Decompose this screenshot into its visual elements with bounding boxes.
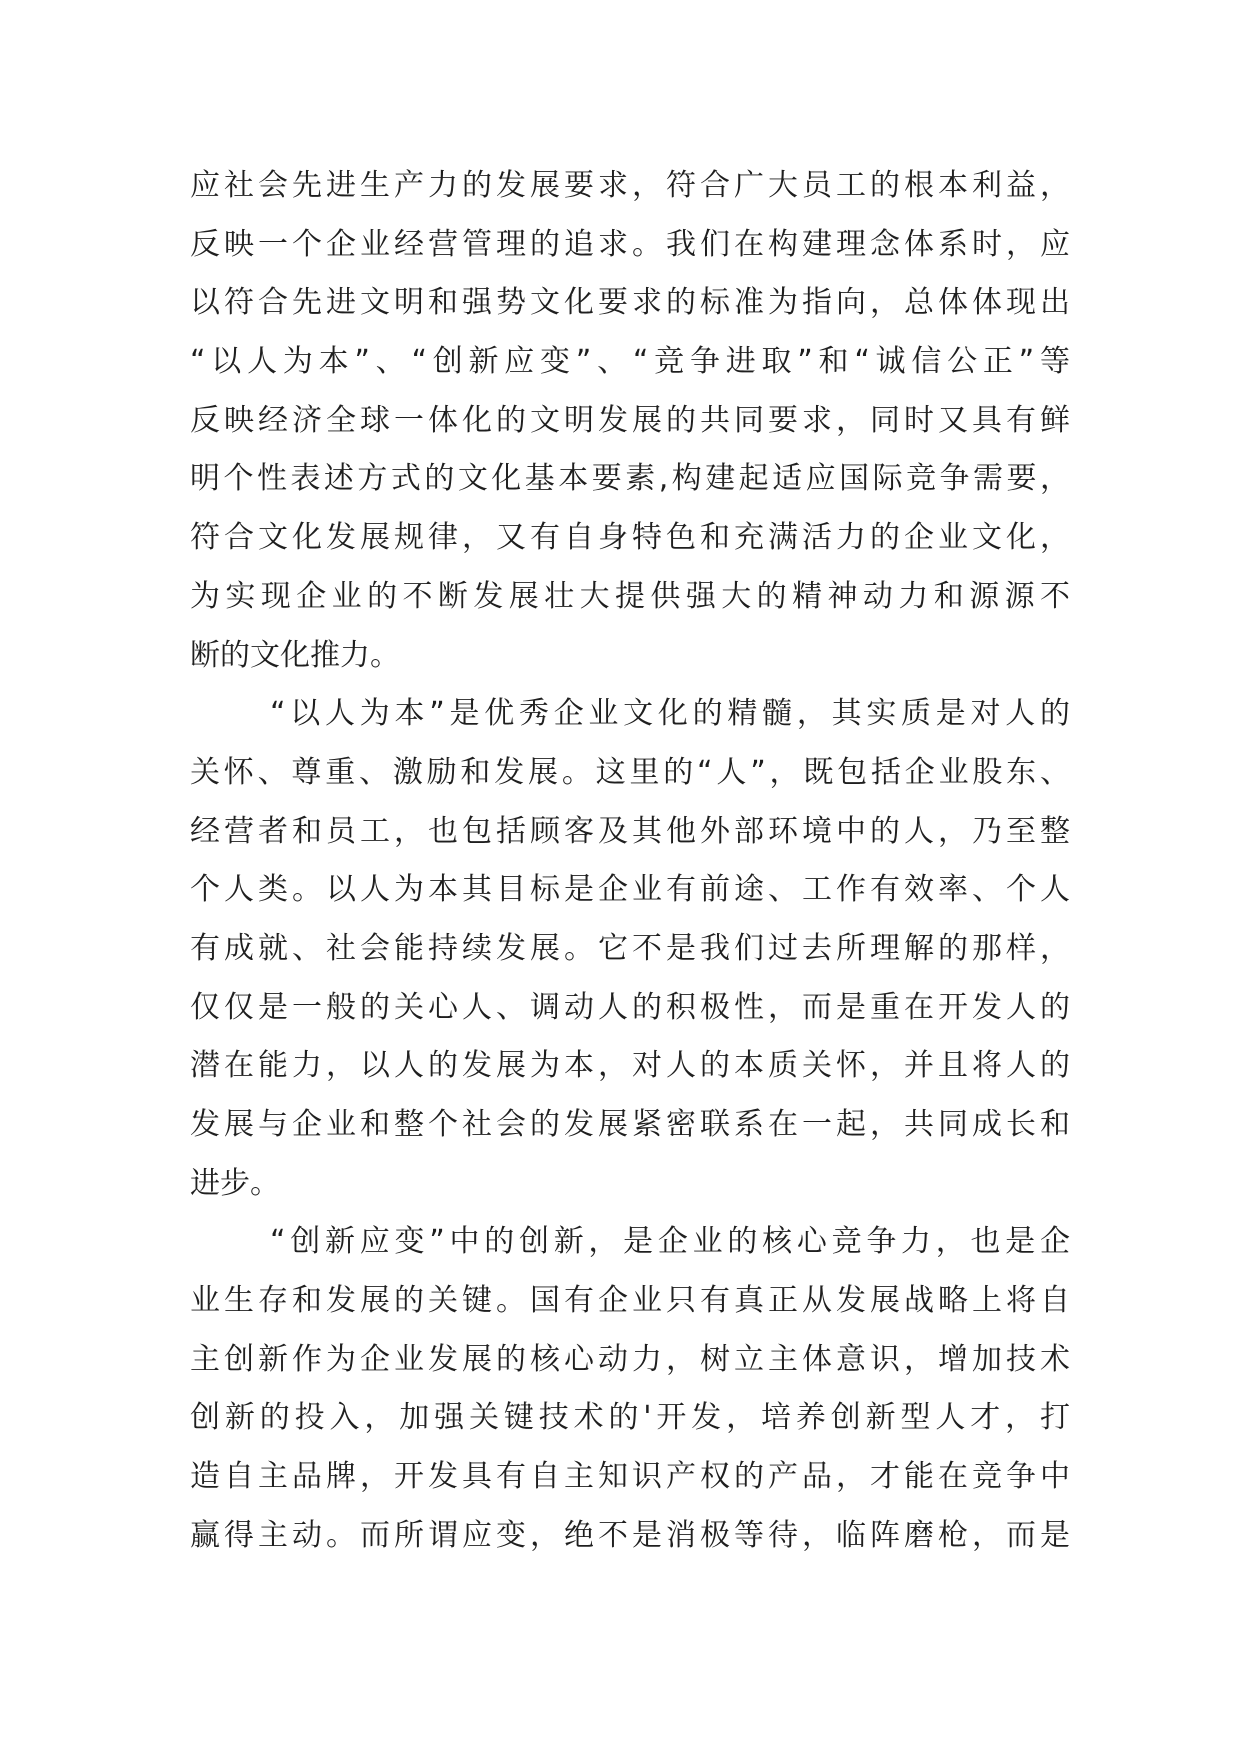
text-line: 关怀、尊重、激励和发展。这里的“人”，既包括企业股东、	[190, 754, 1070, 790]
body-text	[190, 157, 1070, 1566]
text-line: 业生存和发展的关键。国有企业只有真正从发展战略上将自	[190, 1283, 1070, 1319]
paragraph-start-line: “创新应变”中的创新，是企业的核心竞争力，也是企	[270, 1224, 1070, 1260]
text-line: 经营者和员工，也包括顾客及其他外部环境中的人，乃至整	[190, 813, 1070, 849]
text-line: 赢得主动。而所谓应变，绝不是消极等待，临阵磨枪，而是	[190, 1517, 1070, 1553]
text-line: 以符合先进文明和强势文化要求的标准为指向，总体体现出	[190, 285, 1070, 321]
text-line: 反映经济全球一体化的文明发展的共同要求，同时又具有鲜	[190, 402, 1070, 438]
text-line: 潜在能力，以人的发展为本，对人的本质关怀，并且将人的	[190, 1048, 1070, 1084]
text-line: 应社会先进生产力的发展要求，符合广大员工的根本利益，	[190, 168, 1070, 203]
paragraph-start-line: “以人为本”是优秀企业文化的精髓，其实质是对人的	[270, 696, 1070, 732]
text-line: 个人类。以人为本其目标是企业有前途、工作有效率、个人	[190, 872, 1070, 908]
text-line: 造自主品牌，开发具有自主知识产权的产品，才能在竞争中	[190, 1459, 1070, 1495]
text-line: 主创新作为企业发展的核心动力，树立主体意识，增加技术	[190, 1341, 1070, 1377]
text-line: 符合文化发展规律，又有自身特色和充满活力的企业文化，	[190, 520, 1070, 556]
text-line: 进步。	[190, 1165, 280, 1201]
text-line: 明个性表述方式的文化基本要素,构建起适应国际竞争需要，	[190, 461, 1070, 497]
text-line: 反映一个企业经营管理的追求。我们在构建理念体系时，应	[190, 226, 1070, 262]
text-line: 断的文化推力。	[190, 637, 400, 673]
text-line: 有成就、社会能持续发展。它不是我们过去所理解的那样，	[190, 930, 1070, 966]
text-line: “以人为本”、“创新应变”、“竞争进取”和“诚信公正”等	[190, 344, 1070, 380]
text-line: 为实现企业的不断发展壮大提供强大的精神动力和源源不	[190, 578, 1070, 614]
text-line: 创新的投入，加强关键技术的'开发，培养创新型人才，打	[190, 1400, 1070, 1436]
text-line: 发展与企业和整个社会的发展紧密联系在一起，共同成长和	[190, 1107, 1070, 1142]
text-line: 仅仅是一般的关心人、调动人的积极性，而是重在开发人的	[190, 989, 1070, 1025]
